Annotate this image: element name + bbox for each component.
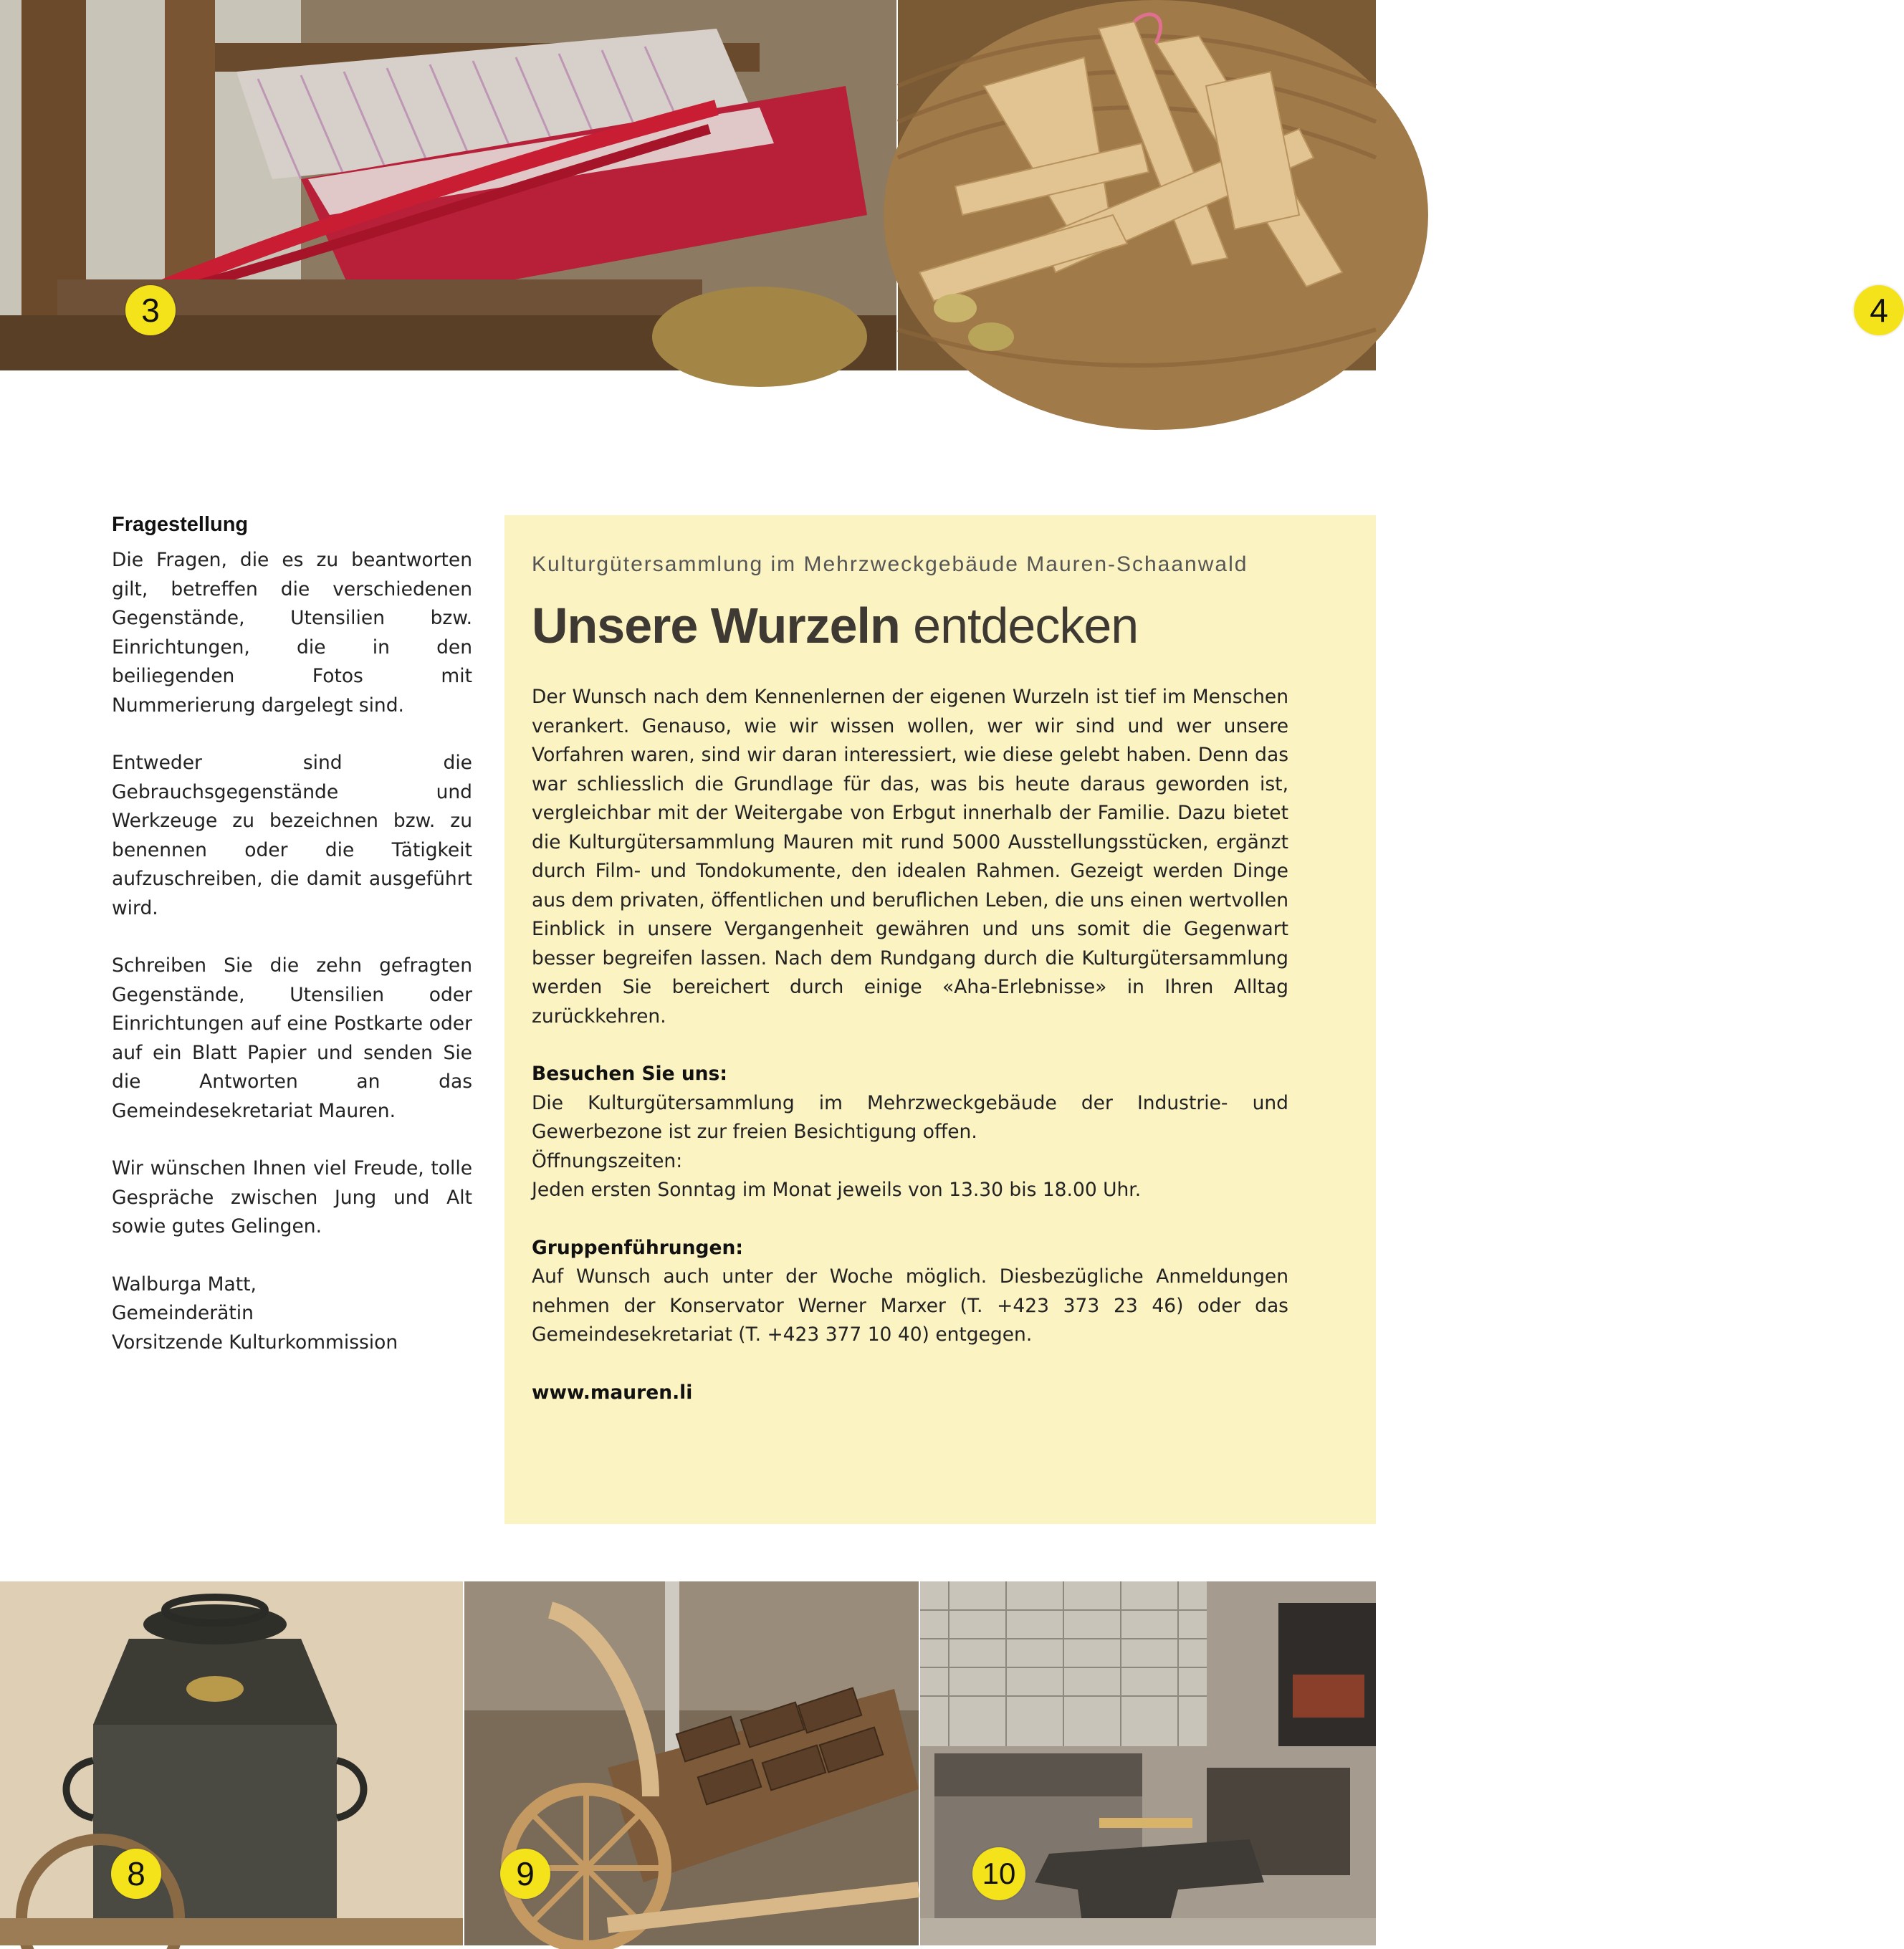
groups-heading: Gruppenführungen: xyxy=(532,1236,743,1259)
photo-number-badge: 8 xyxy=(111,1849,161,1899)
photo-number-badge: 10 xyxy=(972,1847,1025,1900)
visit-section xyxy=(532,1060,1288,1205)
groups-section xyxy=(532,1234,1288,1350)
website-link[interactable]: www.mauren.li xyxy=(532,1381,693,1404)
signature-name: Walburga Matt, xyxy=(112,1273,257,1296)
paragraph: Entweder sind die Gebrauchsgegenstände und Werkzeuge zu bezeichnen bzw. zu benennen oder die Tätigkeit aufzuschreiben, die damit ausgeführt wird. xyxy=(112,752,472,919)
photo-number-badge: 9 xyxy=(500,1849,550,1899)
visit-heading: Besuchen Sie uns: xyxy=(532,1063,727,1085)
blacksmith-anvil-photo xyxy=(920,1581,1376,1945)
signature-role: Gemeinderätin xyxy=(112,1302,254,1324)
paragraph: Wir wünschen Ihnen viel Freude, tolle Gespräche zwischen Jung und Alt sowie gutes Gelingen. xyxy=(112,1157,472,1237)
headline-strong: Unsere Wurzeln xyxy=(532,598,900,653)
hours-label: Öffnungszeiten: xyxy=(532,1149,683,1172)
signature xyxy=(112,1270,472,1358)
milk-can-illustration xyxy=(0,1581,463,1945)
basket-illustration xyxy=(898,0,1376,370)
body-text: Der Wunsch nach dem Kennenlernen der eigenen Wurzeln ist tief im Menschen verankert. Genauso, wie wir wissen wollen, wer wir sind und wer unsere Vorfahren waren, sind wir daran interessiert, wie diese gelebt haben. Denn das war schliesslich die Grundlage für das, was bis heute daraus geworden ist, vergleichbar mit der Weitergabe von Erbgut innerhalb der Familie. Dazu bietet die Kulturgütersammlung Mauren mit rund 5000 Ausstellungsstücken, ergänzt durch Film- und Tondokumente, den idealen Rahmen. Gezeigt werden Dinge aus dem privaten, öffentlichen und beruflichen Leben, die uns einen wertvollen Einblick in unsere Vergangenheit gewähren und uns somit die Gegenwart besser begreifen lassen. Nach dem Rundgang durch die Kulturgütersammlung werden Sie bereichert durch einige «Aha-Erlebnisse» in Ihren Alltag zurückkehren. xyxy=(532,686,1288,1028)
question-column xyxy=(112,512,472,1357)
kicker: Kulturgütersammlung im Mehrzweckgebäude Mauren-Schaanwald xyxy=(532,552,1248,576)
photo-number-badge: 4 xyxy=(1854,285,1904,335)
section-heading: Fragestellung xyxy=(112,513,249,536)
headline xyxy=(532,595,1288,656)
signature-role: Vorsitzende Kulturkommission xyxy=(112,1331,398,1354)
loom-photo xyxy=(0,0,896,370)
photo-number-badge: 3 xyxy=(125,285,176,335)
wooden-tools-basket-photo xyxy=(898,0,1888,370)
wheelbarrow-peat-photo xyxy=(464,1581,919,1945)
headline-light: entdecken xyxy=(899,598,1139,653)
info-box xyxy=(504,515,1376,1524)
hours-text: Jeden ersten Sonntag im Monat jeweils von 13.30 bis 18.00 Uhr. xyxy=(532,1179,1142,1201)
milk-can-photo xyxy=(0,1581,463,1945)
paragraph: Schreiben Sie die zehn gefragten Gegenstände, Utensilien oder Einrichtungen auf eine Postkarte oder auf ein Blatt Papier und senden Sie die Antworten an das Gemeindesekretariat Mauren. xyxy=(112,954,472,1122)
groups-text: Auf Wunsch auch unter der Woche möglich. Diesbezügliche Anmeldungen nehmen der Konservator Werner Marxer (T. +423 373 23 46) oder das Gemeindesekretariat (T. +423 377 10 40) entgegen. xyxy=(532,1265,1288,1346)
visit-text: Die Kulturgütersammlung im Mehrzweckgebäude der Industrie- und Gewerbezone ist zur freien Besichtigung offen. xyxy=(532,1091,1288,1143)
paragraph: Die Fragen, die es zu beantworten gilt, betreffen die verschiedenen Gegenstände, Utensilien bzw. Einrichtungen, die in den beiliegenden Fotos mit Nummerierung dargelegt sind. xyxy=(112,549,472,717)
